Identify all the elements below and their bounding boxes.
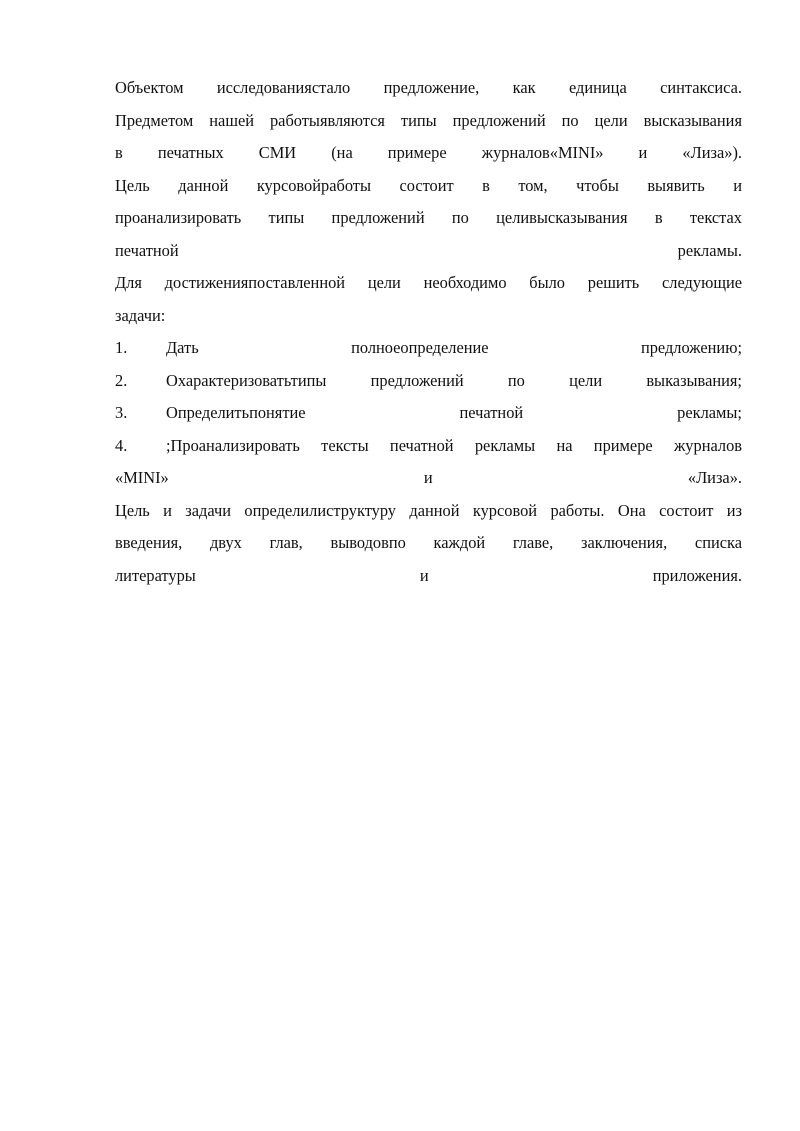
text-line: проанализировать типы предложений по целивысказывания в текстах xyxy=(115,208,742,227)
text-line: Цель и задачи определилиструктуру данной курсовой работы. Она состоит из xyxy=(115,500,742,520)
text-line: задачи: xyxy=(115,305,166,325)
list-item-number: 4. xyxy=(115,435,128,455)
text-line: «MINI» и «Лиза». xyxy=(115,468,742,487)
text-line: литературы и приложения. xyxy=(115,565,742,585)
text-line: печатной рекламы. xyxy=(115,240,742,260)
list-item xyxy=(115,397,742,430)
list-item xyxy=(115,332,742,365)
list-item-number: 1. xyxy=(115,338,128,357)
list-item-number: 3. xyxy=(115,403,128,422)
text-line: Предметом нашей работыявляются типы предложений по цели высказывания xyxy=(115,110,742,130)
list-item-text: ;Проанализировать тексты печатной рекламы на примере журналов xyxy=(166,435,742,455)
body-text xyxy=(115,72,742,592)
list-item xyxy=(115,365,742,398)
text-line: введения, двух глав, выводовпо каждой главе, заключения, списка xyxy=(115,533,742,552)
list-item-text: Определитьпонятие печатной рекламы; xyxy=(166,403,742,422)
text-line: в печатных СМИ (на примере журналов«MINI» и «Лиза»). xyxy=(115,143,742,162)
list-item-number: 2. xyxy=(115,370,128,390)
list-item xyxy=(115,430,742,463)
list-item-text: Дать полноеопределение предложению; xyxy=(166,338,742,357)
text-line: Для достиженияпоставленной цели необходимо было решить следующие xyxy=(115,273,742,292)
list-item-text: Охарактеризоватьтипы предложений по цели выказывания; xyxy=(166,370,742,390)
text-line: Цель данной курсовойработы состоит в том, чтобы выявить и xyxy=(115,175,742,195)
text-line: Объектом исследованиястало предложение, как единица синтаксиса. xyxy=(115,78,742,97)
